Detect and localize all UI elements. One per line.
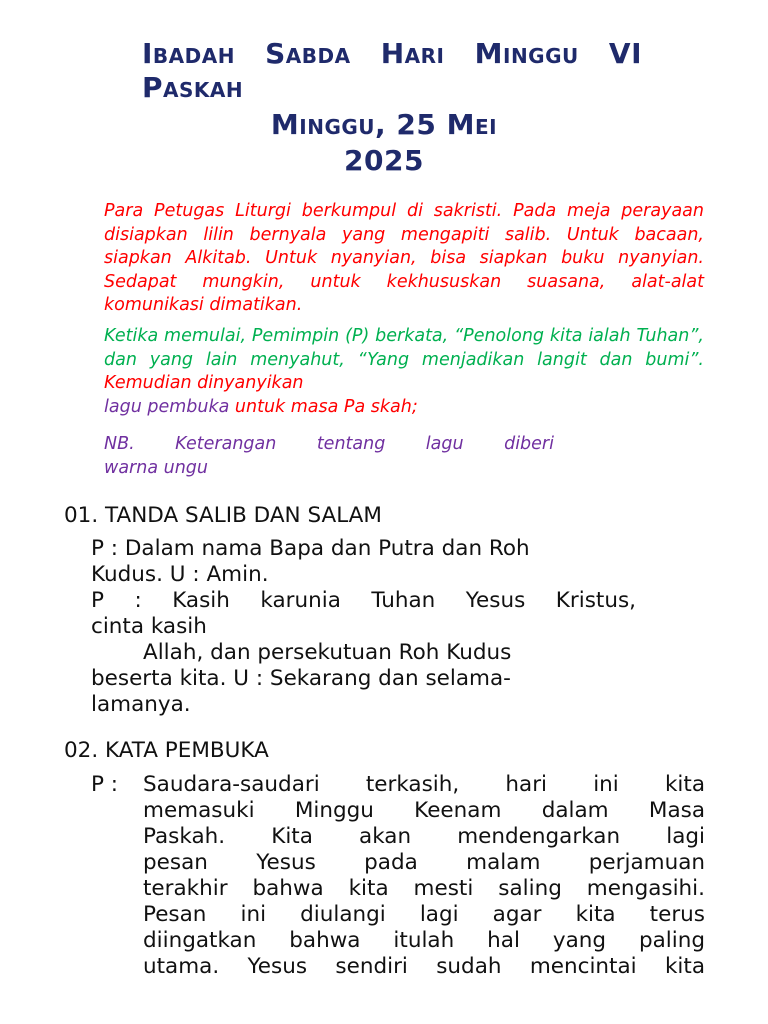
section-2-line-3: Paskah. Kita akan mendengarkan lagi (143, 824, 705, 849)
intro-paragraph-2 (104, 325, 704, 419)
title-date: Minggu, 25 Mei (270, 108, 498, 141)
section-1-line-3: P : Kasih karunia Tuhan Yesus Kristus, (91, 588, 636, 613)
nb-line-2: warna ungu (104, 457, 208, 478)
section-1-line-5: Allah, dan persekutuan Roh Kudus (143, 640, 512, 665)
title-line-2: Paskah (142, 71, 244, 104)
section-2-line-7: diingatkan bahwa itulah hal yang paling (143, 928, 705, 953)
section-1-line-1: P : Dalam nama Bapa dan Putra dan Roh (91, 536, 530, 561)
title-year: 2025 (344, 144, 424, 177)
intro-red-text-1: Kemudian dinyanyikan (104, 373, 304, 393)
section-1-body (91, 536, 636, 718)
section-2-speaker: P : (91, 772, 119, 797)
nb-note (104, 433, 554, 480)
section-1-line-4: cinta kasih (91, 614, 207, 639)
section-2-line-5: terakhir bahwa kita mesti saling mengasihi. (143, 876, 705, 901)
section-2-body (143, 772, 705, 980)
intro-purple-text: lagu pembuka (104, 396, 230, 417)
section-2-heading: 02. KATA PEMBUKA (64, 738, 269, 763)
section-1-line-2: Kudus. U : Amin. (91, 562, 269, 587)
title-line-1: Ibadah Sabda Hari Minggu VI (142, 37, 642, 70)
section-2-line-4: pesan Yesus pada malam perjamuan (143, 850, 705, 875)
section-2-line-6: Pesan ini diulangi lagi agar kita terus (143, 902, 705, 927)
section-2-line-8: utama. Yesus sendiri sudah mencintai kita (143, 954, 705, 979)
section-2-line-1: Saudara-saudari terkasih, hari ini kita (143, 772, 705, 797)
intro-paragraph-1: Para Petugas Liturgi berkumpul di sakristi. Pada meja perayaan disiapkan lilin bernyala yang mengapiti salib. Untuk bacaan, siapkan Alkitab. Untuk nyanyian, bisa siapkan buku nyanyian. Sedapat mungkin, untuk kekhususkan suasana, alat-alat komunikasi dimatikan. (104, 201, 704, 315)
section-1-line-7: lamanya. (91, 692, 191, 717)
intro-red-text-2: untuk masa Pa skah; (229, 396, 418, 417)
section-1-line-6: beserta kita. U : Sekarang dan selama- (91, 666, 511, 691)
section-1-heading: 01. TANDA SALIB DAN SALAM (64, 503, 382, 528)
nb-line-1: NB. Keterangan tentang lagu diberi (104, 434, 554, 454)
section-2-line-2: memasuki Minggu Keenam dalam Masa (143, 798, 705, 823)
intro-green-text: Ketika memulai, Pemimpin (P) berkata, “Penolong kita ialah Tuhan”, dan yang lain menyahut, “Yang menjadikan langit dan bumi”. (104, 326, 704, 370)
